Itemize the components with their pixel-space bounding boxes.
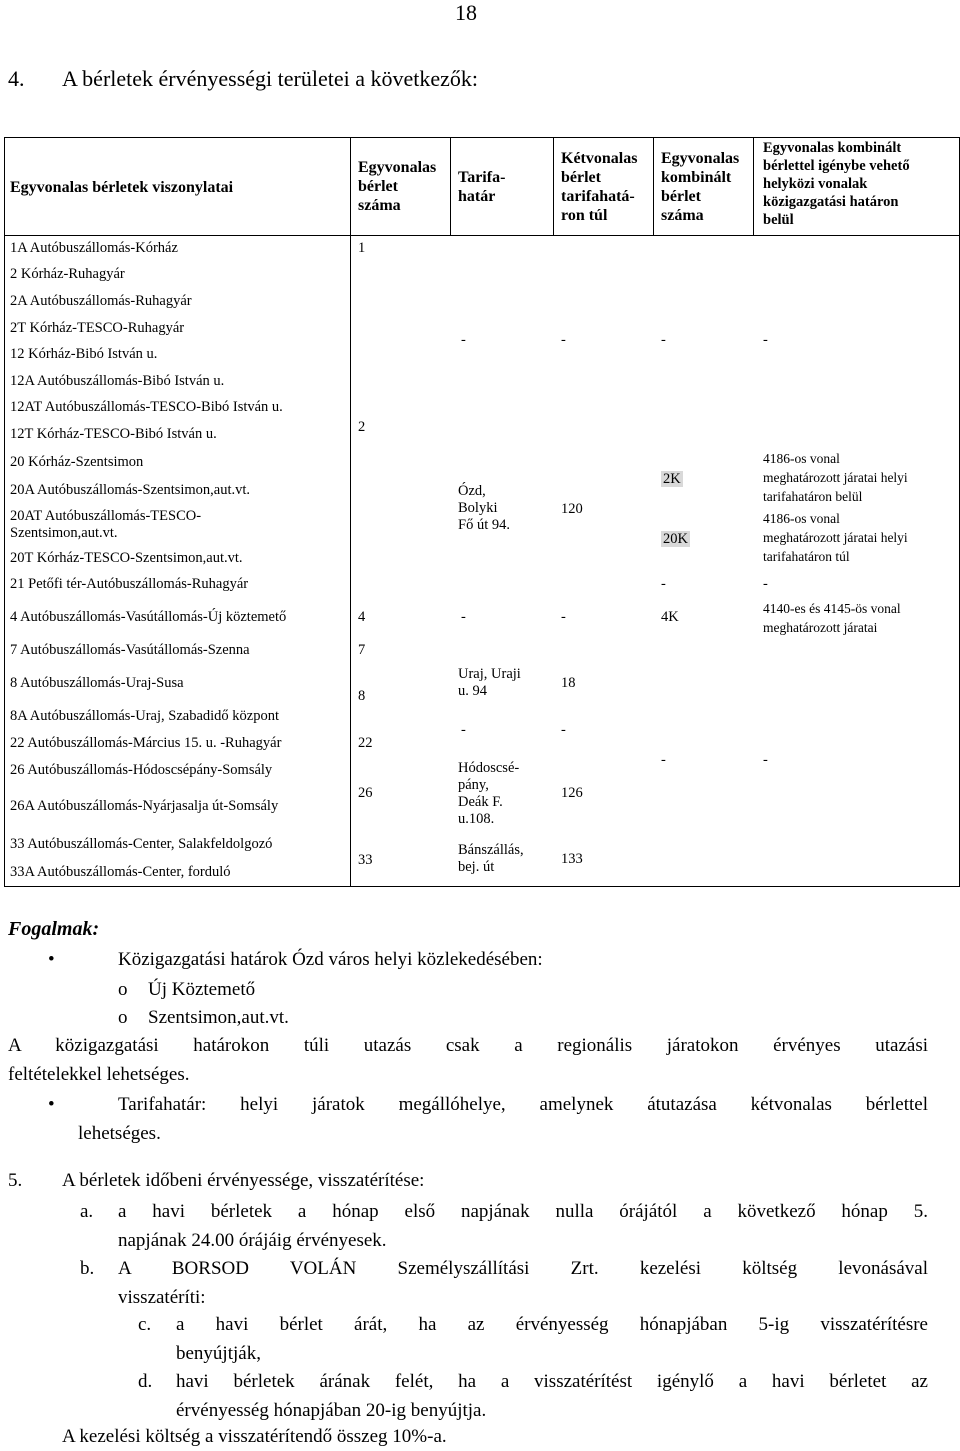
section-4-heading: A bérletek érvényességi területei a következők:	[62, 66, 478, 91]
handling-fee-note: A kezelési költség a visszatérítendő összeg 10%-a.	[62, 1426, 447, 1447]
item-d-label: d.	[138, 1371, 153, 1392]
item-d-line1: havi bérletek árának felét, ha a visszatérítést igénylő a havi bérletet az	[176, 1371, 928, 1392]
pass-number-4: 4	[358, 609, 366, 625]
item-a-line1: a havi bérletek a hónap első napjának nulla órájától a következő hónap 5.	[118, 1201, 928, 1222]
item-a-line2: napjának 24.00 órájáig érvényesek.	[118, 1230, 387, 1251]
route-21: 21 Petőfi tér-Autóbuszállomás-Ruhagyár	[10, 576, 249, 592]
route-12a: 12A Autóbuszállomás-Bibó István u.	[10, 373, 225, 389]
pass-number-8: 8	[358, 688, 366, 704]
header-pass-number: Egyvonalas bérlet száma	[358, 159, 437, 214]
route-26a: 26A Autóbuszállomás-Nyárjasalja út-Somsály	[10, 798, 279, 814]
regional-4186-inside: 4186-os vonal meghatározott járatai helyi tarifahatáron belül	[763, 451, 908, 504]
two-line-120: 120	[561, 501, 583, 517]
route-2: 2 Kórház-Ruhagyár	[10, 266, 125, 282]
tariff-limit-ozd: Ózd, Bolyki Fő út 94.	[458, 483, 510, 533]
pass-number-2: 2	[358, 419, 366, 435]
pass-number-26: 26	[358, 785, 373, 801]
regional-paragraph-line1: A közigazgatási határokon túli utazás csak a regionális járatokon érvényes utazási	[8, 1035, 928, 1056]
header-regional: Egyvonalas kombinált bérlettel igénybe vehető helyközi vonalak közigazgatási határon belül	[763, 140, 910, 228]
route-22: 22 Autóbuszállomás-Március 15. u. -Ruhagyár	[10, 735, 282, 751]
header-routes: Egyvonalas bérletek viszonylatai	[10, 179, 234, 196]
table-col-divider-1	[350, 137, 351, 887]
dash-two-line-8a: -	[561, 722, 566, 738]
dash-combined-lower: -	[661, 752, 666, 768]
route-20at: 20AT Autóbuszállomás-TESCO-	[10, 508, 202, 524]
route-8: 8 Autóbuszállomás-Uraj-Susa	[10, 675, 184, 691]
route-7: 7 Autóbuszállomás-Vasútállomás-Szenna	[10, 642, 250, 658]
route-1a: 1A Autóbuszállomás-Kórház	[10, 240, 178, 256]
regional-4186-outside: 4186-os vonal meghatározott járatai helyi tarifahatáron túl	[763, 511, 908, 564]
pass-number-7: 7	[358, 642, 366, 658]
header-two-line: Kétvonalas bérlet tarifahatá- ron túl	[561, 150, 638, 224]
pass-number-1: 1	[358, 240, 366, 256]
route-26: 26 Autóbuszállomás-Hódoscsépány-Somsály	[10, 762, 273, 778]
concept-tariff-limit-line2: lehetséges.	[78, 1123, 161, 1144]
bullet-icon: •	[48, 1094, 55, 1115]
route-2t: 2T Kórház-TESCO-Ruhagyár	[10, 320, 185, 336]
sub-marker-1: o	[118, 979, 128, 1000]
tariff-limit-uraj: Uraj, Uraji u. 94	[458, 666, 521, 699]
item-b-line2: visszatéríti:	[118, 1287, 206, 1308]
route-20at-cont: Szentsimon,aut.vt.	[10, 525, 118, 541]
table-header-divider	[4, 235, 960, 236]
table-col-divider-3	[553, 137, 554, 235]
dash-two-line-1: -	[561, 332, 566, 348]
route-12t: 12T Kórház-TESCO-Bibó István u.	[10, 426, 217, 442]
route-20t: 20T Kórház-TESCO-Szentsimon,aut.vt.	[10, 550, 243, 566]
section-5-number: 5.	[8, 1170, 23, 1191]
route-12: 12 Kórház-Bibó István u.	[10, 346, 158, 362]
dash-combined-1: -	[661, 332, 666, 348]
regional-4140-4145: 4140-es és 4145-ös vonal meghatározott járatai	[763, 601, 901, 635]
item-b-label: b.	[80, 1258, 95, 1279]
concept-tariff-limit-line1: Tarifahatár: helyi járatok megállóhelye, amelynek átutazása kétvonalas bérlettel	[118, 1094, 928, 1115]
dash-regional-1: -	[763, 332, 768, 348]
regional-paragraph-line2: feltételekkel lehetséges.	[8, 1064, 190, 1085]
header-tariff-limit: Tarifa- határ	[458, 169, 506, 205]
concept-szentsimon: Szentsimon,aut.vt.	[148, 1007, 289, 1028]
route-20a: 20A Autóbuszállomás-Szentsimon,aut.vt.	[10, 482, 251, 498]
item-d-line2: érvényesség hónapjában 20-ig benyújtja.	[176, 1400, 487, 1421]
route-33a: 33A Autóbuszállomás-Center, forduló	[10, 864, 231, 880]
item-c-line2: benyújtják,	[176, 1343, 261, 1364]
two-line-133: 133	[561, 851, 583, 867]
two-line-126: 126	[561, 785, 583, 801]
pass-number-22: 22	[358, 735, 373, 751]
table-col-divider-4	[653, 137, 654, 235]
concept-uj-koztemeto: Új Köztemető	[148, 979, 256, 1000]
table-col-divider-5	[753, 137, 754, 235]
combined-4k: 4K	[661, 609, 679, 625]
tariff-limit-banszallas: Bánszállás, bej. út	[458, 842, 524, 875]
route-2a: 2A Autóbuszállomás-Ruhagyár	[10, 293, 192, 309]
item-a-label: a.	[80, 1201, 94, 1222]
route-20: 20 Kórház-Szentsimon	[10, 454, 144, 470]
dash-tariff-8a: -	[461, 722, 466, 738]
concepts-title: Fogalmak:	[8, 918, 100, 940]
section-5-heading: A bérletek időbeni érvényessége, visszatérítése:	[62, 1170, 425, 1191]
item-c-label: c.	[138, 1314, 152, 1335]
route-4: 4 Autóbuszállomás-Vasútállomás-Új köztemető	[10, 609, 287, 625]
dash-regional-lower: -	[763, 752, 768, 768]
header-combined: Egyvonalas kombinált bérlet száma	[661, 150, 740, 224]
dash-two-line-4: -	[561, 609, 566, 625]
item-c-line1: a havi bérlet árát, ha az érvényesség hónapjában 5-ig visszatérítésre	[176, 1314, 928, 1335]
combined-20k: 20K	[663, 531, 688, 547]
table-col-divider-2	[450, 137, 451, 235]
item-b-line1: A BORSOD VOLÁN Személyszállítási Zrt. kezelési költség levonásával	[118, 1258, 928, 1279]
page-number: 18	[455, 0, 477, 25]
route-12at: 12AT Autóbuszállomás-TESCO-Bibó István u.	[10, 399, 283, 415]
route-33: 33 Autóbuszállomás-Center, Salakfeldolgozó	[10, 836, 273, 852]
pass-number-33: 33	[358, 852, 373, 868]
dash-regional-21: -	[763, 576, 768, 592]
bullet-icon: •	[48, 949, 55, 970]
dash-combined-21: -	[661, 576, 666, 592]
concept-admin-borders: Közigazgatási határok Ózd város helyi közlekedésében:	[118, 949, 543, 970]
tariff-limit-hodoscsepany: Hódoscsé- pány, Deák F. u.108.	[458, 760, 520, 827]
dash-tariff-4: -	[461, 609, 466, 625]
two-line-18: 18	[561, 675, 576, 691]
route-8a: 8A Autóbuszállomás-Uraj, Szabadidő központ	[10, 708, 280, 724]
sub-marker-2: o	[118, 1007, 128, 1028]
combined-2k: 2K	[663, 471, 681, 487]
section-4-number: 4.	[8, 66, 25, 91]
dash-tariff-1: -	[461, 332, 466, 348]
